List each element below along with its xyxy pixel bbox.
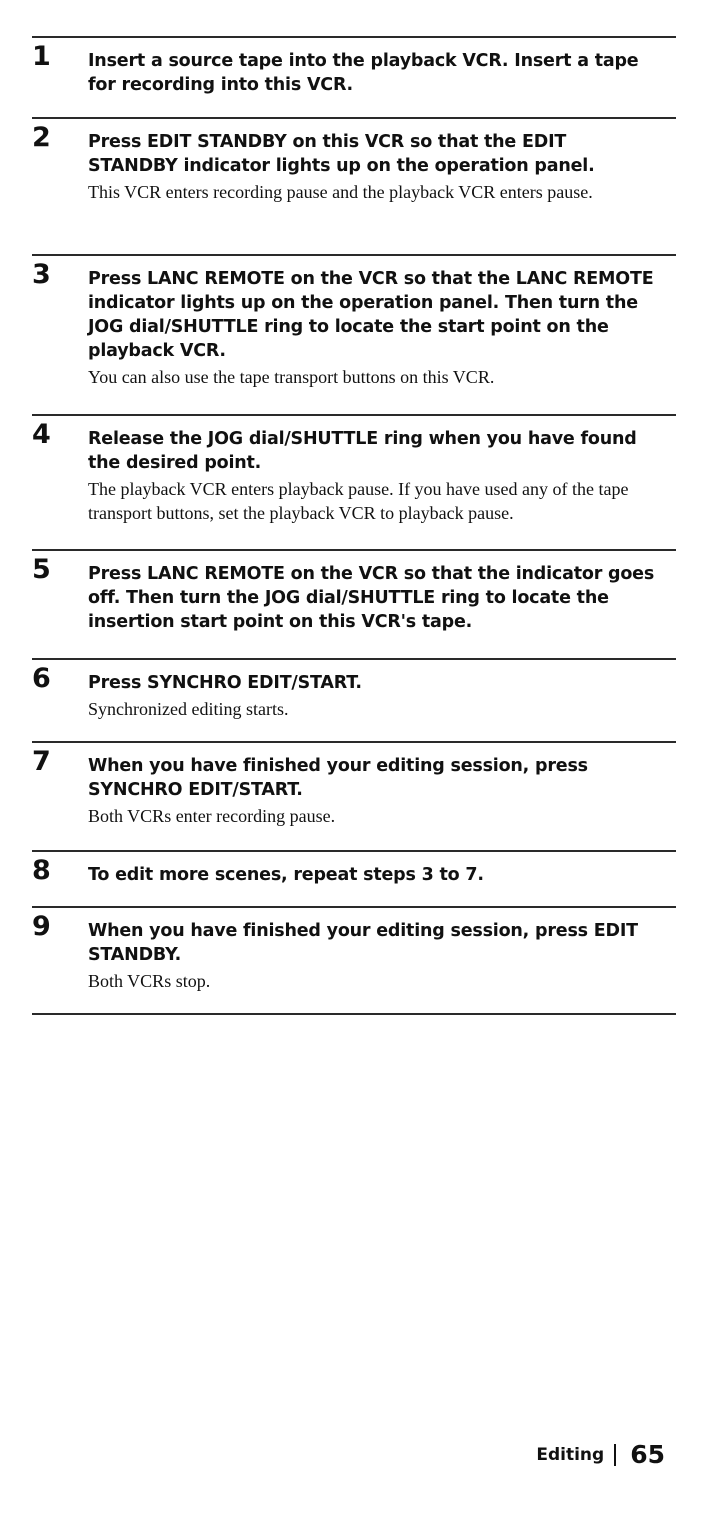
step-body: [88, 427, 676, 525]
step-8: [32, 850, 676, 886]
step-title: When you have finished your editing session, press EDIT STANDBY.: [88, 921, 638, 965]
step-body: [88, 919, 676, 993]
step-number: 8: [32, 855, 51, 886]
step-body: [88, 49, 676, 97]
step-body: [88, 562, 676, 634]
step-6: [32, 658, 676, 719]
step-number: 3: [32, 259, 51, 290]
step-2: [32, 117, 676, 202]
step-title: To edit more scenes, repeat steps 3 to 7.: [88, 865, 484, 885]
step-title: Press LANC REMOTE on the VCR so that the indicator goes off. Then turn the JOG dial/SHUTTLE ring to locate the insertion start point on this VCR's tape.: [88, 564, 655, 632]
footer-separator: [614, 1444, 616, 1466]
step-body: [88, 130, 676, 204]
step-description: You can also use the tape transport buttons on this VCR.: [88, 367, 495, 387]
step-body: [88, 671, 676, 721]
step-7: [32, 741, 676, 826]
step-number: 9: [32, 911, 51, 942]
step-number: 6: [32, 663, 51, 694]
page-number: 65: [630, 1440, 665, 1469]
step-title: Release the JOG dial/SHUTTLE ring when you have found the desired point.: [88, 429, 637, 473]
step-description: The playback VCR enters playback pause. If you have used any of the tape transport buttons, set the playback VCR to playback pause.: [88, 479, 629, 523]
step-title: Press EDIT STANDBY on this VCR so that the EDIT STANDBY indicator lights up on the operation panel.: [88, 132, 595, 176]
page-footer: [536, 1440, 665, 1469]
step-title: Press LANC REMOTE on the VCR so that the LANC REMOTE indicator lights up on the operation panel. Then turn the JOG dial/SHUTTLE ring to locate the start point on the playback VCR.: [88, 269, 654, 361]
section-title: Editing: [536, 1444, 605, 1465]
step-3: [32, 254, 676, 387]
step-9: [32, 906, 676, 991]
step-title: Insert a source tape into the playback VCR. Insert a tape for recording into this VCR.: [88, 51, 639, 95]
step-description: Synchronized editing starts.: [88, 699, 289, 719]
step-5: [32, 549, 676, 632]
step-number: 2: [32, 122, 51, 153]
end-divider: [32, 1013, 676, 1015]
step-number: 7: [32, 746, 51, 777]
step-title: When you have finished your editing session, press SYNCHRO EDIT/START.: [88, 756, 588, 800]
step-4: [32, 414, 676, 523]
step-number: 5: [32, 554, 51, 585]
step-description: This VCR enters recording pause and the playback VCR enters pause.: [88, 182, 593, 202]
step-title: Press SYNCHRO EDIT/START.: [88, 673, 362, 693]
step-description: Both VCRs stop.: [88, 971, 211, 991]
step-number: 4: [32, 419, 51, 450]
step-description: Both VCRs enter recording pause.: [88, 806, 336, 826]
step-body: [88, 863, 676, 887]
step-body: [88, 754, 676, 828]
step-body: [88, 267, 676, 389]
step-number: 1: [32, 41, 51, 72]
step-1: [32, 36, 676, 95]
